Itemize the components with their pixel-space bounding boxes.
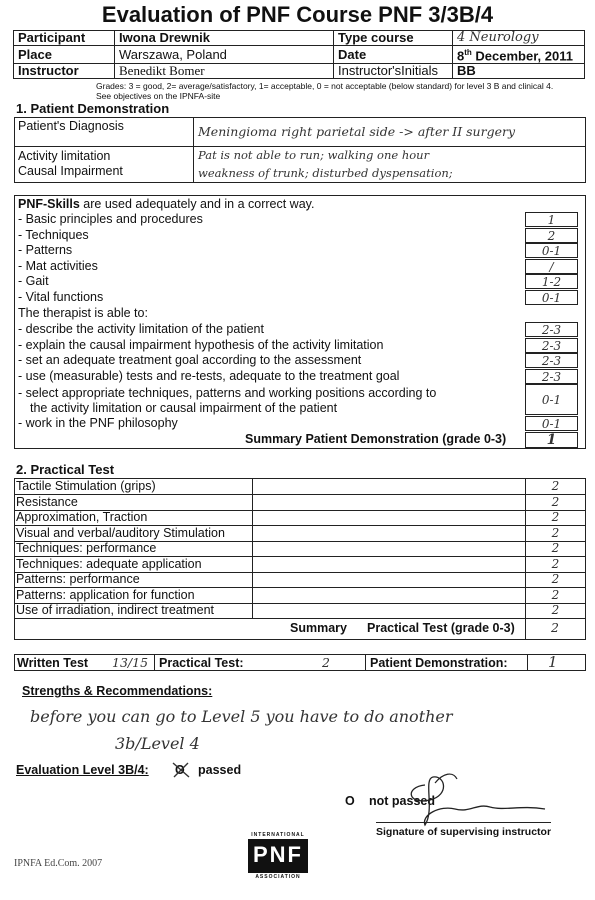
practical-row-label: Resistance [16, 494, 78, 509]
skill-row-label: - Basic principles and procedures [18, 212, 203, 226]
place-value: Warszawa, Poland [115, 46, 334, 64]
evaluation-label: Evaluation Level 3B/4: [16, 763, 149, 777]
skill-row-label: - Vital functions [18, 290, 104, 304]
practical-row-label: Patterns: performance [16, 572, 140, 587]
not-passed-marker: O [345, 794, 355, 808]
written-value: 13/15 [112, 655, 149, 670]
practical-row-grade: 2 [551, 479, 560, 493]
practical-row-grade: 2 [551, 587, 560, 602]
participant-label: Participant [14, 31, 115, 46]
passed-marker: O [175, 763, 185, 777]
practical-row-grade: 2 [551, 572, 560, 587]
activity-value-1: Pat is not able to run; walking one hour [198, 148, 430, 162]
practical-row-label: Patterns: application for function [16, 587, 195, 602]
skill-row-grade: 0-1 [525, 243, 578, 258]
section1-title: 1. Patient Demonstration [16, 101, 170, 116]
skills-heading: PNF-Skills are used adequately and in a correct way. [18, 197, 315, 211]
instructor-label: Instructor [14, 64, 115, 79]
signature-label: Signature of supervising instructor [376, 826, 552, 838]
summary-practical-label-2: Practical Test (grade 0-3) [367, 621, 515, 635]
strengths-line-1: before you can go to Level 5 you have to do another [30, 707, 453, 726]
causal-label: Causal Impairment [18, 164, 123, 178]
pnf-logo: INTERNATIONAL PNF ASSOCIATION [248, 832, 308, 890]
patient-value: 1 [548, 653, 558, 671]
type-course-value: 4 Neurology [453, 31, 585, 46]
therapist-row-label: - explain the causal impairment hypothesis of the activity limitation [18, 337, 384, 352]
strengths-line-2: 3b/Level 4 [115, 734, 200, 753]
patient-label: Patient Demonstration: [370, 656, 508, 670]
date-label: Date [334, 46, 453, 64]
practical-row-grade: 2 [551, 494, 560, 509]
practical-value: 2 [322, 655, 330, 670]
not-passed-label: not passed [369, 794, 435, 808]
skill-row-grade: 0-1 [525, 290, 578, 305]
footer-left: IPNFA Ed.Com. 2007 [14, 858, 103, 869]
practical-row-grade: 2 [551, 556, 560, 571]
philosophy-grade: 0-1 [525, 416, 578, 431]
signature-image [395, 765, 560, 830]
skill-row-label: - Techniques [18, 227, 89, 242]
practical-row-label: Visual and verbal/auditory Stimulation [16, 525, 225, 540]
select-line-1: - select appropriate techniques, patterns and working positions according to [18, 386, 437, 400]
practical-row-label: Use of irradiation, indirect treatment [16, 603, 215, 618]
skill-row-label: - Mat activities [18, 258, 98, 273]
practical-label: Practical Test: [159, 656, 244, 670]
practical-row-label: Techniques: adequate application [16, 556, 202, 571]
place-label: Place [14, 46, 115, 64]
skill-row-label: - Gait [18, 274, 49, 289]
header-table [13, 30, 585, 79]
passed-label: passed [198, 763, 242, 777]
participant-value: Iwona Drewnik [115, 31, 334, 46]
diagnosis-value: Meningioma right parietal side -> after II surgery [198, 124, 516, 139]
therapist-row-grade: 2-3 [525, 338, 578, 353]
practical-row-grade: 2 [551, 525, 560, 540]
therapist-row-grade: 2-3 [525, 322, 578, 337]
therapist-row-label: - describe the activity limitation of the patient [18, 322, 264, 336]
practical-row-grade: 2 [551, 541, 560, 556]
summary-patient-grade: 1 [525, 432, 578, 448]
skill-row-label: - Patterns [18, 243, 73, 258]
select-grade: 0-1 [525, 384, 578, 415]
activity-label: Activity limitation [18, 149, 111, 163]
skill-row-grade: / [525, 259, 578, 274]
section2-title: 2. Practical Test [16, 462, 115, 477]
select-line-2: the activity limitation or causal impairment of the patient [30, 401, 338, 415]
therapist-row-grade: 2-3 [525, 353, 578, 368]
grades-note: Grades: 3 = good, 2= average/satisfactory, 1= acceptable, 0 = not acceptable (below standard) for level 3 B and clinical 4. See objectives on the IPNFA-site [96, 81, 554, 101]
initials-value: BB [453, 64, 585, 79]
diagnosis-label: Patient's Diagnosis [18, 119, 124, 133]
practical-row-grade: 2 [551, 603, 560, 618]
philosophy-label: - work in the PNF philosophy [18, 416, 178, 430]
skill-row-grade: 1 [525, 212, 578, 227]
activity-value-2: weakness of trunk; disturbed dyspensation; [198, 166, 453, 180]
written-label: Written Test [17, 656, 89, 670]
therapist-row-label: - use (measurable) tests and re-tests, adequate to the treatment goal [18, 368, 400, 383]
summary-practical-grade: 2 [551, 620, 559, 635]
practical-row-label: Techniques: performance [16, 541, 157, 556]
skill-row-grade: 1-2 [525, 274, 578, 289]
therapist-heading: The therapist is able to: [18, 306, 148, 320]
cross-mark-icon [170, 760, 192, 780]
practical-row-label: Tactile Stimulation (grips) [16, 479, 156, 493]
type-course-label: Type course [334, 31, 453, 46]
page-title: Evaluation of PNF Course PNF 3/3B/4 [101, 2, 494, 27]
initials-label: Instructor'sInitials [334, 64, 453, 79]
summary-patient-label: Summary Patient Demonstration (grade 0-3) [245, 432, 507, 446]
therapist-row-grade: 2-3 [525, 369, 578, 384]
skill-row-grade: 2 [525, 228, 578, 243]
summary-practical-label-1: Summary [290, 621, 347, 635]
therapist-row-label: - set an adequate treatment goal according to the assessment [18, 353, 362, 368]
practical-row-label: Approximation, Traction [16, 510, 148, 525]
practical-row-grade: 2 [551, 510, 560, 525]
date-value: 8th December, 2011 [453, 46, 585, 64]
strengths-label: Strengths & Recommendations: [22, 684, 213, 698]
instructor-value: Benedikt Bomer [115, 64, 334, 79]
